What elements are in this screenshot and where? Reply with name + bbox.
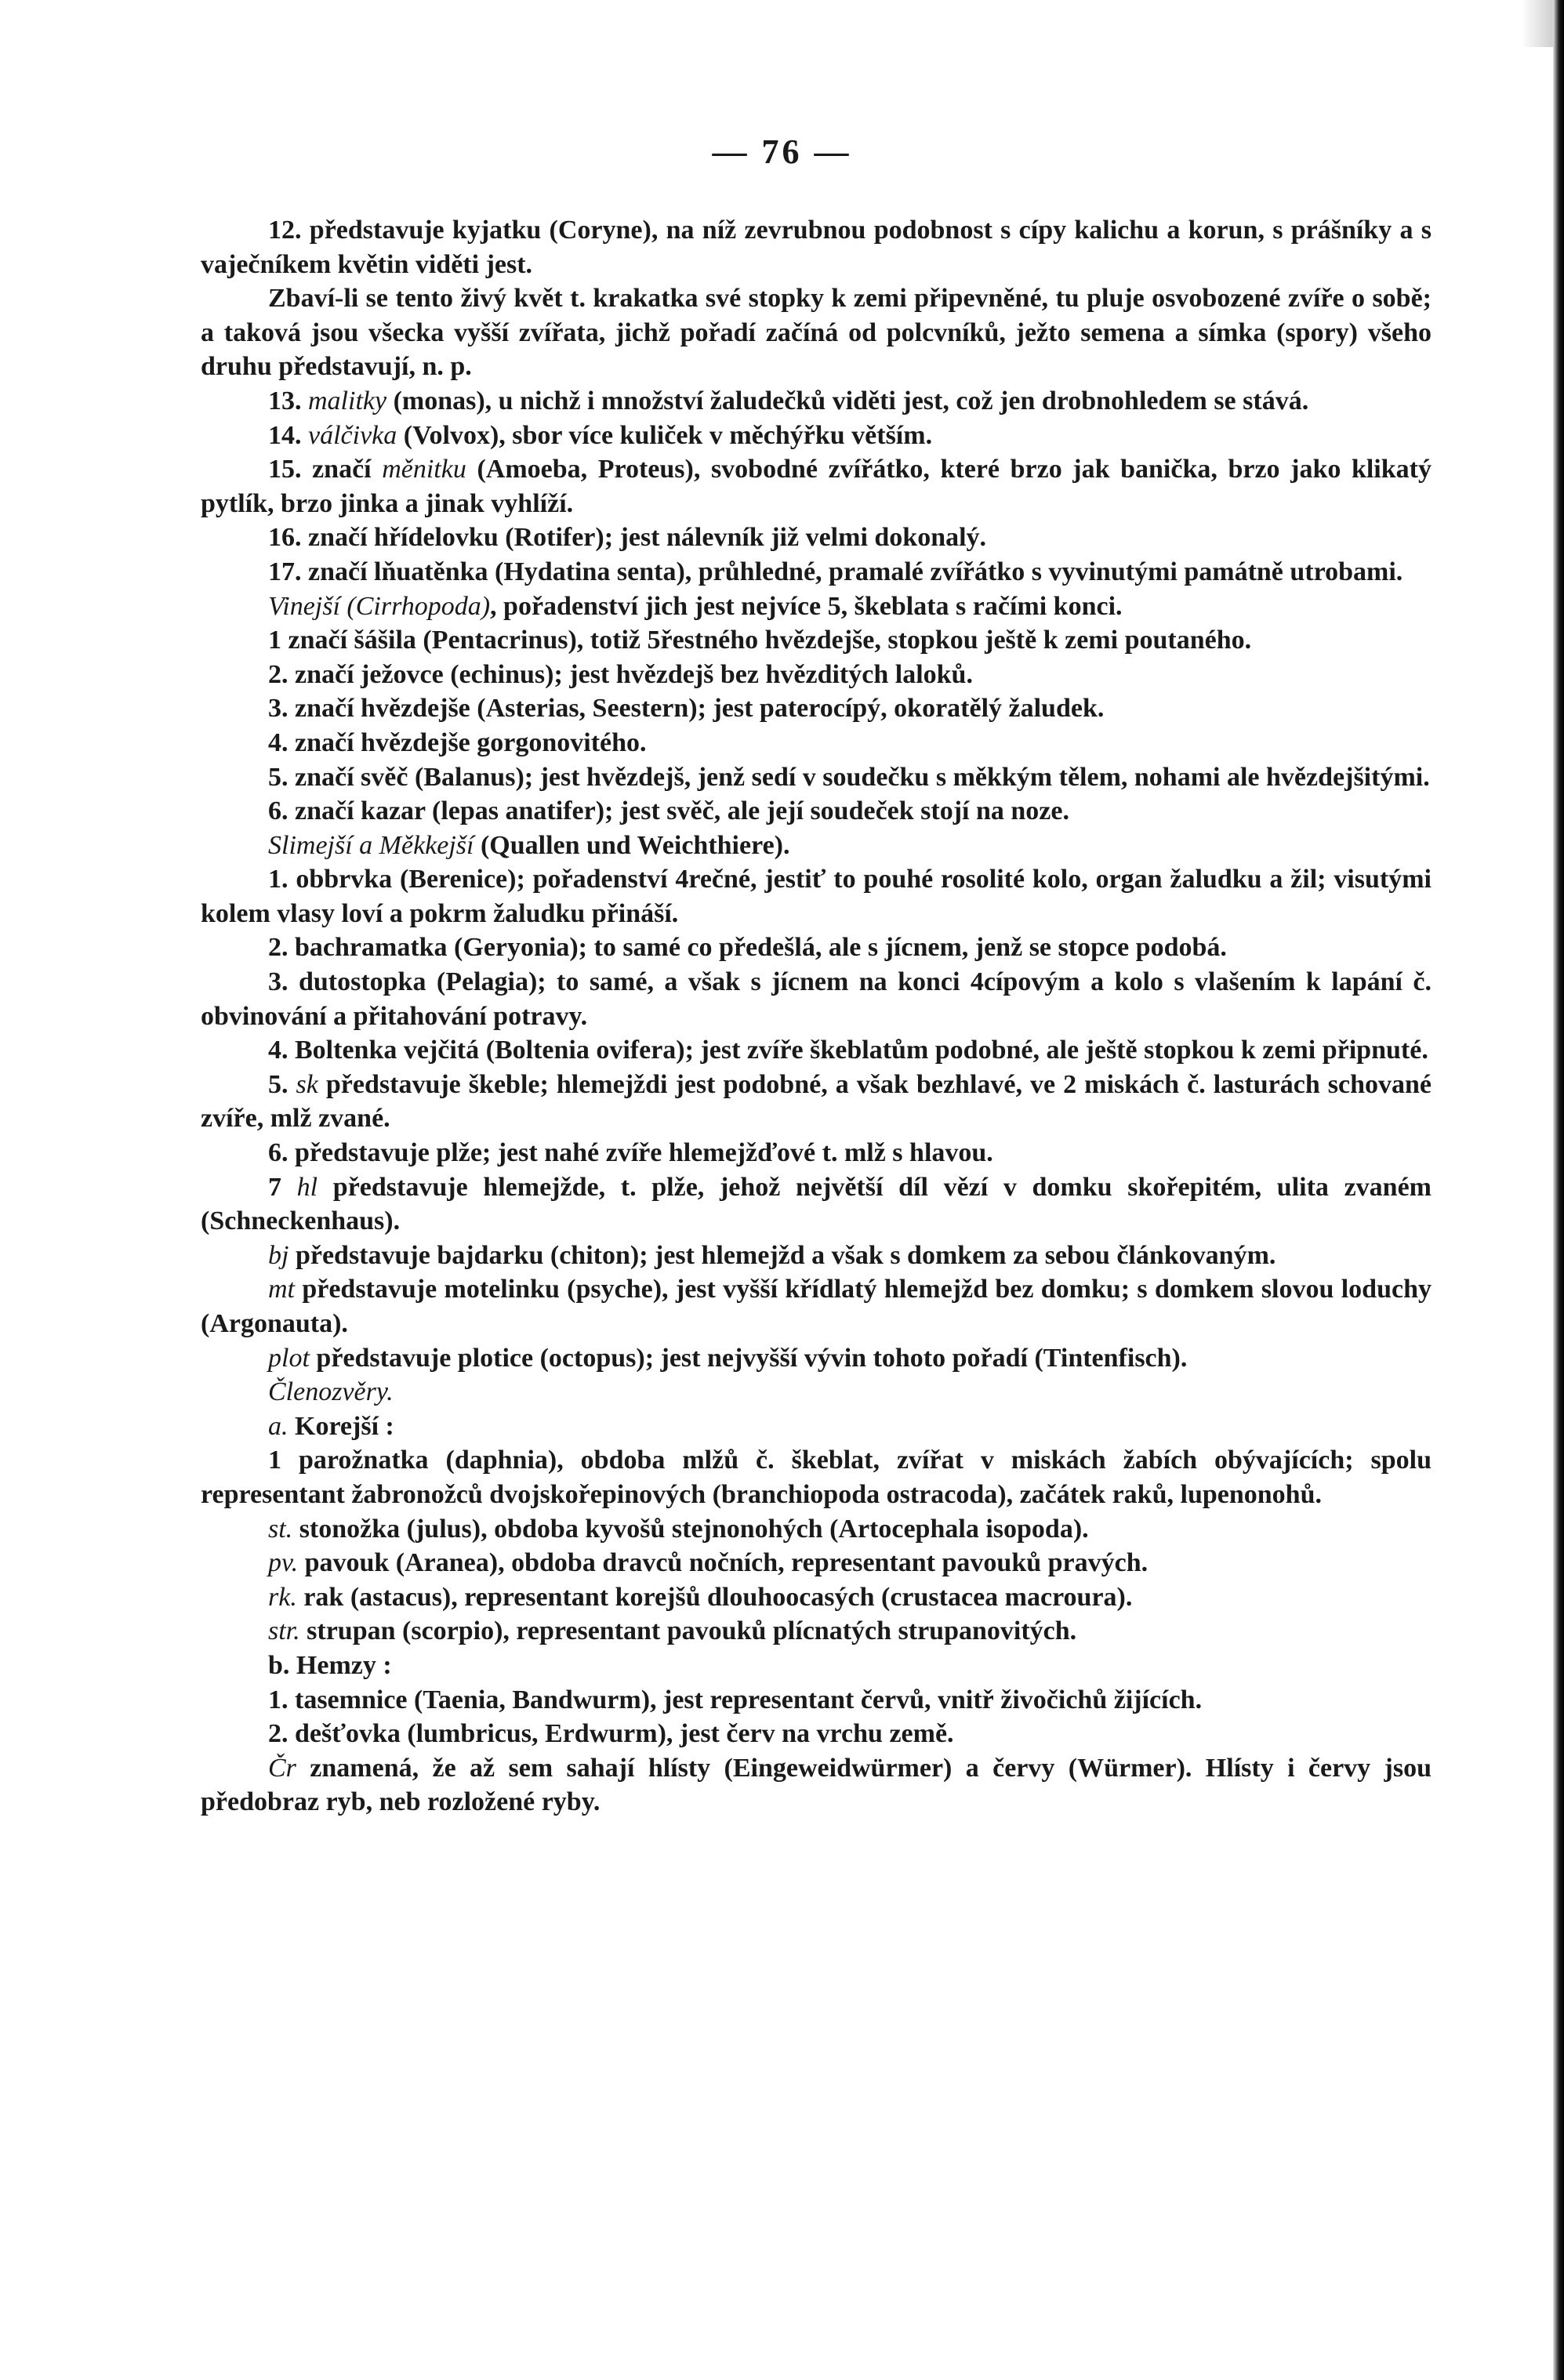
paragraph (201, 623, 1432, 658)
paragraph-text: Zbaví-li se tento živý květ t. krakatka své stopky k zemi připevněné, tu pluje osvobozené zvíře o sobě; a taková jsou všecka vyšší zvířata, jichž pořadí začíná od polcvníků, ježto semena a símka (spory) všeho druhu představují, n. p. (201, 284, 1432, 382)
paragraph (201, 1170, 1432, 1239)
paragraph (201, 1443, 1432, 1511)
paragraph-text: stonožka (julus), obdoba kyvošů stejnonohých (Artocephala isopoda). (292, 1514, 1089, 1544)
paragraph-italic-term: měnitku (382, 455, 466, 484)
paragraph (201, 726, 1432, 760)
paragraph-text: , pořadenství jich jest nejvíce 5, škeblata s račími konci. (490, 591, 1123, 621)
paragraph-italic-term: válčivka (308, 420, 397, 450)
paragraph-text: představuje bajdarku (chiton); jest hlemejžd a však s domkem za sebou článkovaným. (288, 1240, 1276, 1270)
paragraph (201, 1239, 1432, 1273)
paragraph-italic-term: st. (268, 1514, 293, 1544)
paragraph-text: 4. značí hvězdejše gorgonovitého. (268, 727, 647, 757)
paragraph-italic-term: Vinejší (Cirrhopoda) (268, 591, 491, 621)
paragraph (201, 1341, 1432, 1376)
subsection-heading (201, 1409, 1432, 1444)
paragraph (201, 1717, 1432, 1751)
paragraph (201, 1136, 1432, 1170)
paragraph-text: 1. tasemnice (Taenia, Bandwurm), jest representant červů, vnitř živočichů žijících. (268, 1685, 1203, 1714)
paragraph-text: 3. dutostopka (Pelagia); to samé, a však s jícnem na konci 4cípovým a kolo s vlašením k lapání č. obvinování a přitahování potravy. (201, 967, 1432, 1031)
paragraph-lead: 7 (268, 1172, 297, 1202)
paragraph-text: představuje hlemejžde, t. plže, jehož největší díl vězí v domku skořepitém, ulita zvaném (Schneckenhaus). (201, 1172, 1432, 1236)
paragraph-text: (Quallen und Weichthiere). (474, 830, 790, 860)
section-heading (201, 1375, 1432, 1409)
paragraph (201, 931, 1432, 965)
paragraph (201, 794, 1432, 829)
paragraph (201, 691, 1432, 726)
paragraph-italic-term: sk (296, 1069, 318, 1099)
paragraph-lead: 5. (268, 1069, 296, 1099)
paragraph-text: (Volvox), sbor více kuliček v měchýřku větším. (397, 420, 933, 450)
paragraph-text: 2. dešťovka (lumbricus, Erdwurm), jest červ na vrchu země. (268, 1719, 954, 1749)
paragraph-italic-term: bj (268, 1240, 289, 1270)
paragraph-text: 1 značí šášila (Pentacrinus), totiž 5řestného hvězdejše, stopkou ještě k zemi poutaného. (268, 626, 1252, 655)
paragraph (201, 521, 1432, 555)
paragraph-text: 1. obbrvka (Berenice); pořadenství 4rečné, jestiť to pouhé rosolité kolo, organ žaludku a žil; visutými kolem vlasy loví a pokrm žaludku přináší. (201, 865, 1432, 928)
paragraph-italic-term: Slimejší a Měkkejší (268, 830, 474, 860)
paragraph (201, 1614, 1432, 1649)
section-heading-text: Členozvěry. (268, 1377, 394, 1407)
paragraph (201, 1512, 1432, 1547)
paragraph-text: 6. značí kazar (lepas anatifer); jest svěč, ale její soudeček stojí na noze. (268, 796, 1069, 826)
paragraph (201, 590, 1432, 624)
paragraph-text: 4. Boltenka vejčitá (Boltenia ovifera); jest zvíře škeblatům podobné, ale ještě stopkou k zemi připnuté. (268, 1036, 1428, 1065)
subsection-heading-text: Korejší : (288, 1411, 394, 1441)
paragraph-text: strupan (scorpio), representant pavouků plícnatých strupanovitých. (299, 1616, 1077, 1646)
scan-edge (1553, 0, 1564, 2380)
paragraph-text: rak (astacus), representant korejšů dlouhoocasých (crustacea macroura). (296, 1582, 1133, 1612)
paragraph (201, 1033, 1432, 1068)
subsection-heading (201, 1649, 1432, 1683)
paragraph-text: 5. značí svěč (Balanus); jest hvězdejš, jenž sedí v soudečku s měkkým tělem, nohami ale hvězdejšitými. (268, 762, 1430, 792)
paragraph (201, 419, 1432, 453)
paragraph-text: znamená, že až sem sahají hlísty (Eingeweidwürmer) a červy (Würmer). Hlísty i červy jsou předobraz ryb, neb rozložené ryby. (201, 1753, 1432, 1817)
paragraph-text: (monas), u nichž i množství žaludečků viděti jest, což jen drobnohledem se stává. (386, 386, 1309, 415)
paragraph (201, 1580, 1432, 1615)
paragraph (201, 281, 1432, 384)
paragraph-text: 2. bachramatka (Geryonia); to samé co předešlá, ale s jícnem, jenž se stopce podobá. (268, 933, 1227, 963)
paragraph-text: 3. značí hvězdejše (Asterias, Seestern); jest paterocípý, okoratělý žaludek. (268, 694, 1105, 724)
paragraph-text: 2. značí ježovce (echinus); jest hvězdejš bez hvězditých laloků. (268, 659, 973, 689)
paragraph-italic-term: str. (268, 1616, 300, 1646)
paragraph-text: představuje plotice (octopus); jest nejvyšší vývin tohoto pořadí (Tintenfisch). (309, 1343, 1188, 1373)
paragraph-text: představuje motelinku (psyche), jest vyšší křídlatý hlemejžd bez domku; s domkem slovou loduchy (Argonauta). (201, 1275, 1432, 1338)
paragraph (201, 658, 1432, 692)
paragraph-text: 1 parožnatka (daphnia), obdoba mlžů č. škeblat, zvířat v miskách žabích obývajících; spolu representant žabronožců dvojskořepinových (branchiopoda ostracoda), začátek raků, lupenonohů. (201, 1446, 1432, 1509)
paragraph-text: 12. představuje kyjatku (Coryne), na níž zevrubnou podobnost s cípy kalichu a korun, s prášníky a s vaječníkem květin viděti jest. (201, 216, 1432, 279)
paragraph-italic-term: hl (296, 1172, 318, 1202)
paragraph-lead: 15. značí (268, 455, 383, 484)
paragraph-italic-term: malitky (308, 386, 387, 415)
body-text (201, 213, 1432, 1819)
paragraph-lead: 13. (268, 386, 308, 415)
paragraph (201, 1683, 1432, 1718)
paragraph-text: pavouk (Aranea), obdoba dravců nočních, representant pavouků pravých. (298, 1548, 1149, 1578)
paragraph-text: 16. značí hřídelovku (Rotifer); jest nálevník již velmi dokonalý. (268, 523, 987, 553)
paragraph-lead: 14. (268, 420, 308, 450)
paragraph-italic-term: pv. (268, 1548, 299, 1578)
paragraph (201, 1751, 1432, 1819)
paragraph (201, 760, 1432, 795)
paragraph-text: představuje škeble; hlemejždi jest podobné, a však bezhlavé, ve 2 miskách č. lasturách schované zvíře, mlž zvané. (201, 1069, 1432, 1134)
paragraph (201, 1068, 1432, 1136)
paragraph-italic-term: mt (268, 1275, 295, 1304)
paragraph-text: 6. představuje plže; jest nahé zvíře hlemejžďové t. mlž s hlavou. (268, 1138, 993, 1168)
page-number: — 76 — (712, 132, 852, 171)
paragraph-italic-term: plot (268, 1343, 310, 1373)
paragraph (201, 384, 1432, 419)
paragraph (201, 965, 1432, 1033)
subsection-heading-text: b. Hemzy : (268, 1650, 392, 1680)
paragraph-italic-term: Čr (268, 1753, 296, 1783)
scan-edge-shadow (1522, 0, 1553, 47)
paragraph-text: (Amoeba, Proteus), svobodné zvířátko, které brzo jak banička, brzo jako klikatý pytlík, brzo jinka a jinak vyhlíží. (201, 455, 1432, 518)
subsection-letter: a. (268, 1411, 288, 1441)
paragraph (201, 555, 1432, 590)
paragraph (201, 213, 1432, 281)
paragraph-text: 17. značí lňuatěnka (Hydatina senta), průhledné, pramalé zvířátko s vyvinutými památně utrobami. (268, 557, 1403, 586)
paragraph (201, 1272, 1432, 1341)
paragraph-italic-term: rk. (268, 1582, 297, 1612)
paragraph (201, 829, 1432, 863)
paragraph (201, 452, 1432, 521)
paragraph (201, 1546, 1432, 1580)
paragraph (201, 862, 1432, 931)
